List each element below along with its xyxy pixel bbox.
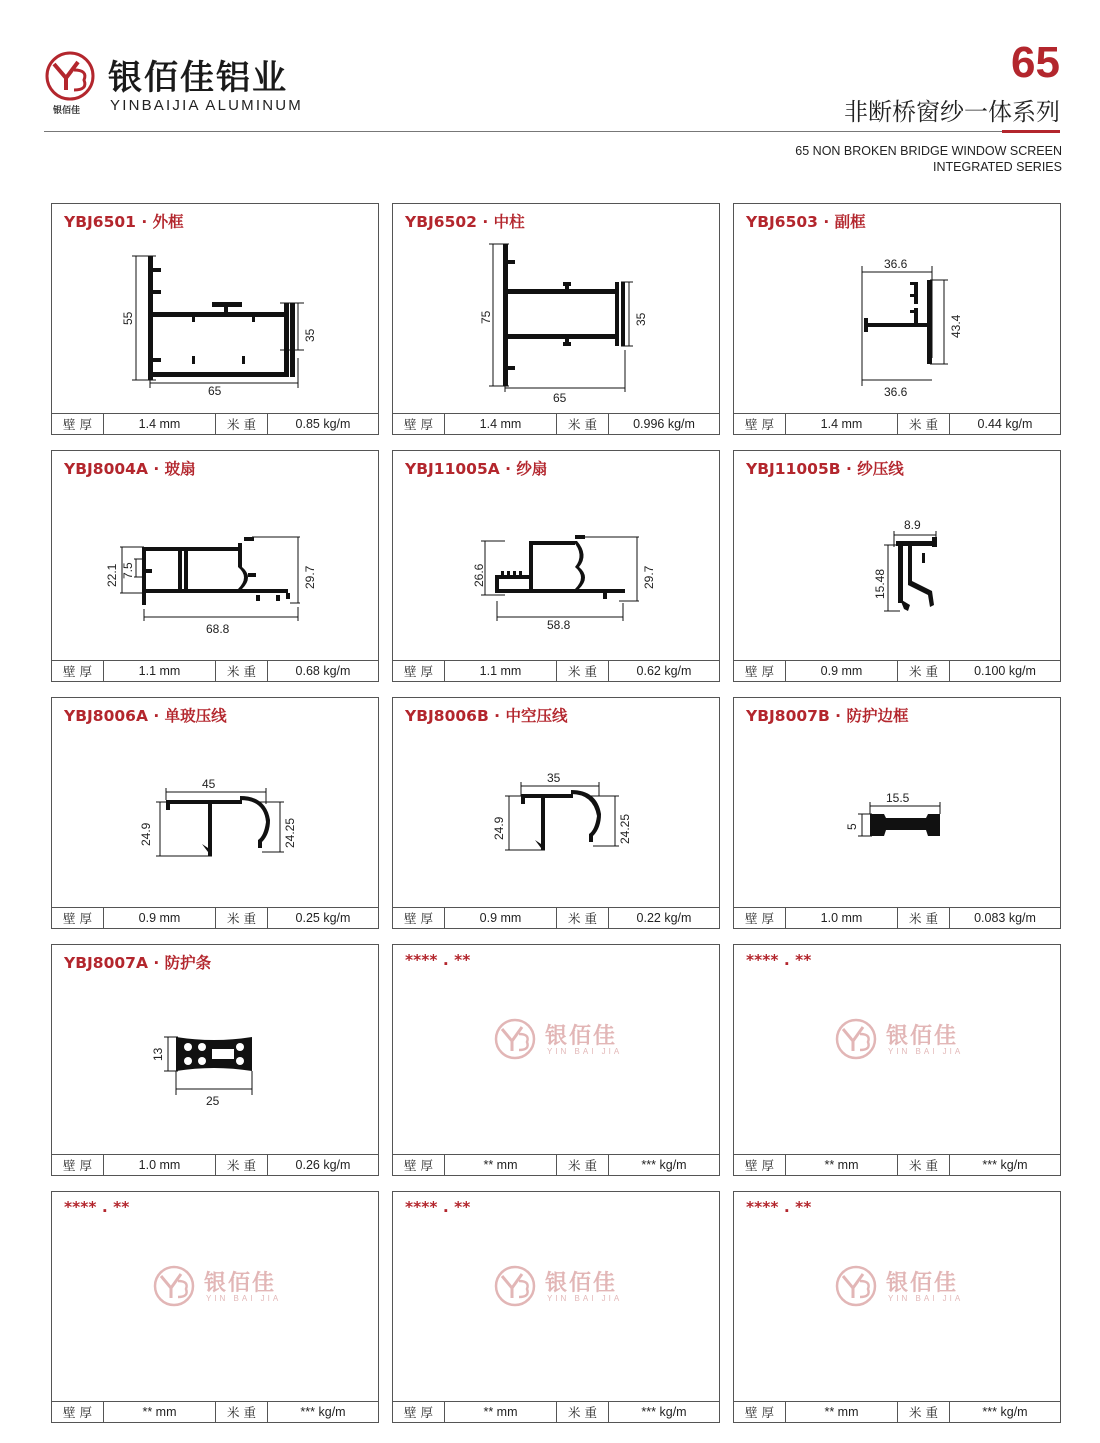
weight-value: 0.62 kg/m: [636, 664, 692, 678]
thickness-value: ** mm: [445, 1155, 557, 1175]
dim-height: 24.9: [492, 816, 506, 840]
thickness-label: 壁 厚: [52, 1155, 104, 1175]
weight-label: 米 重: [216, 1155, 268, 1175]
profile-title: **** . **: [746, 1198, 812, 1216]
thickness-value: 1.4 mm: [786, 414, 898, 434]
thickness-value: ** mm: [445, 1402, 557, 1422]
weight-value: 0.26 kg/m: [295, 1158, 351, 1172]
weight-value: 0.083 kg/m: [974, 911, 1036, 925]
weight-value: 0.996 kg/m: [633, 417, 695, 431]
weight-value: *** kg/m: [641, 1158, 687, 1172]
profile-card: [733, 450, 1061, 682]
thickness-value: 1.4 mm: [104, 414, 216, 434]
profile-card: [392, 450, 720, 682]
dim-width-bottom: 36.6: [884, 385, 908, 399]
thickness-label: 壁 厚: [734, 1402, 786, 1422]
profile-card: [51, 450, 379, 682]
dim-width: 68.8: [206, 622, 230, 636]
profile-title: YBJ8006B · 中空压线: [405, 707, 568, 725]
dim-height: 24.9: [139, 822, 153, 846]
watermark-en: YIN BAI JIA: [547, 1047, 623, 1056]
spec-row: [52, 413, 378, 434]
profile-title: YBJ6502 · 中柱: [405, 213, 525, 231]
profile-title: **** . **: [746, 951, 812, 969]
weight-value: 0.68 kg/m: [295, 664, 351, 678]
spec-row: [734, 1154, 1060, 1175]
placeholder-card: [733, 1191, 1061, 1423]
spec-row: [393, 1401, 719, 1422]
watermark: [493, 1017, 633, 1061]
watermark-cn: 银佰佳: [545, 1271, 618, 1296]
weight-label: 米 重: [216, 908, 268, 928]
weight-label: 米 重: [216, 414, 268, 434]
dim-width: 58.8: [547, 618, 571, 632]
profile-drawing: [734, 477, 1060, 659]
profile-card: [392, 203, 720, 435]
weight-value: 0.25 kg/m: [295, 911, 351, 925]
profile-card: [51, 203, 379, 435]
dim-height-2: 35: [634, 312, 648, 326]
profile-title: **** . **: [64, 1198, 130, 1216]
weight-value: *** kg/m: [641, 1405, 687, 1419]
weight-label: 米 重: [557, 414, 609, 434]
watermark-cn: 银佰佳: [886, 1271, 959, 1296]
weight-label: 米 重: [557, 908, 609, 928]
weight-value: 0.85 kg/m: [295, 417, 351, 431]
dim-width: 8.9: [904, 518, 921, 532]
dim-height: 13: [151, 1047, 165, 1061]
weight-label: 米 重: [898, 1155, 950, 1175]
weight-label: 米 重: [898, 908, 950, 928]
brand-logo: [44, 48, 314, 118]
watermark-cn: 银佰佳: [204, 1271, 277, 1296]
thickness-label: 壁 厚: [52, 661, 104, 681]
dim-width: 65: [553, 391, 567, 405]
thickness-value: ** mm: [104, 1402, 216, 1422]
thickness-label: 壁 厚: [393, 1155, 445, 1175]
thickness-value: 0.9 mm: [104, 908, 216, 928]
placeholder-card: [733, 944, 1061, 1176]
dim-height: 5: [845, 823, 859, 830]
page-number: 65: [1011, 38, 1060, 87]
thickness-value: 1.0 mm: [786, 908, 898, 928]
thickness-label: 壁 厚: [393, 661, 445, 681]
thickness-value: 1.1 mm: [104, 661, 216, 681]
watermark-cn: 银佰佳: [886, 1024, 959, 1049]
thickness-label: 壁 厚: [734, 908, 786, 928]
dim-height: 15.48: [873, 568, 887, 599]
weight-label: 米 重: [898, 1402, 950, 1422]
profile-title: YBJ8006A · 单玻压线: [64, 707, 227, 725]
thickness-value: ** mm: [786, 1155, 898, 1175]
dim-height: 26.6: [472, 563, 486, 587]
dim-width: 25: [206, 1094, 220, 1108]
dim-width: 65: [208, 384, 222, 398]
dim-height-2: 29.7: [642, 565, 656, 589]
thickness-label: 壁 厚: [393, 414, 445, 434]
series-title-en-line1: 65 NON BROKEN BRIDGE WINDOW SCREEN: [795, 144, 1062, 158]
weight-label: 米 重: [898, 414, 950, 434]
watermark: [152, 1264, 292, 1308]
profile-card: [51, 944, 379, 1176]
spec-row: [734, 413, 1060, 434]
weight-label: 米 重: [557, 661, 609, 681]
profile-card: [392, 697, 720, 929]
header-accent-line: [1002, 130, 1060, 133]
ybj-logo-icon: [834, 1264, 878, 1308]
profile-title: YBJ8007B · 防护边框: [746, 707, 909, 725]
ybj-logo-icon: [152, 1264, 196, 1308]
watermark-cn: 银佰佳: [545, 1024, 618, 1049]
watermark: [493, 1264, 633, 1308]
profile-title: YBJ6503 · 副框: [746, 213, 866, 231]
weight-label: 米 重: [557, 1402, 609, 1422]
watermark: [834, 1017, 974, 1061]
profile-drawing: [734, 724, 1060, 906]
spec-row: [734, 1401, 1060, 1422]
weight-label: 米 重: [216, 661, 268, 681]
ybj-logo-icon: [834, 1017, 878, 1061]
profile-card: [733, 203, 1061, 435]
profile-title: YBJ6501 · 外框: [64, 213, 184, 231]
thickness-label: 壁 厚: [52, 1402, 104, 1422]
spec-row: [393, 907, 719, 928]
placeholder-card: [392, 944, 720, 1176]
watermark: [834, 1264, 974, 1308]
thickness-value: 0.9 mm: [445, 908, 557, 928]
logo-small-text: 银佰佳: [53, 106, 81, 116]
watermark-en: YIN BAI JIA: [547, 1294, 623, 1303]
dim-height: 43.4: [949, 314, 963, 338]
profile-title: YBJ8004A · 玻扇: [64, 460, 196, 478]
profile-title: YBJ11005A · 纱扇: [405, 460, 548, 478]
dim-height-2: 24.25: [283, 817, 297, 848]
dim-height-2: 35: [303, 328, 317, 342]
thickness-label: 壁 厚: [734, 661, 786, 681]
dim-height-2: 24.25: [618, 813, 632, 844]
thickness-value: 1.0 mm: [104, 1155, 216, 1175]
profile-title: **** . **: [405, 1198, 471, 1216]
weight-value: *** kg/m: [982, 1158, 1028, 1172]
spec-row: [52, 660, 378, 681]
watermark-en: YIN BAI JIA: [206, 1294, 282, 1303]
dim-height-inner: 7.5: [121, 562, 135, 579]
profile-drawing: [52, 477, 378, 659]
dim-width: 15.5: [886, 791, 910, 805]
spec-row: [734, 660, 1060, 681]
ybj-logo-icon: [493, 1264, 537, 1308]
thickness-label: 壁 厚: [734, 414, 786, 434]
thickness-value: ** mm: [786, 1402, 898, 1422]
profile-drawing: [393, 724, 719, 906]
thickness-label: 壁 厚: [393, 908, 445, 928]
spec-row: [52, 907, 378, 928]
weight-value: 0.100 kg/m: [974, 664, 1036, 678]
dim-width: 45: [202, 777, 216, 791]
dim-height: 75: [479, 310, 493, 324]
placeholder-card: [392, 1191, 720, 1423]
header-divider: [44, 131, 1060, 132]
dim-height: 55: [121, 311, 135, 325]
profile-card: [51, 697, 379, 929]
weight-value: 0.44 kg/m: [977, 417, 1033, 431]
thickness-value: 0.9 mm: [786, 661, 898, 681]
spec-row: [734, 907, 1060, 928]
profile-title: YBJ11005B · 纱压线: [746, 460, 904, 478]
thickness-label: 壁 厚: [734, 1155, 786, 1175]
profile-title: **** . **: [405, 951, 471, 969]
profile-drawing: [393, 477, 719, 659]
profile-card: [733, 697, 1061, 929]
watermark-en: YIN BAI JIA: [888, 1047, 964, 1056]
series-title-cn: 非断桥窗纱一体系列: [844, 98, 1060, 126]
dim-height-2: 29.7: [303, 565, 317, 589]
thickness-label: 壁 厚: [52, 414, 104, 434]
brand-name-en: YINBAIJIA ALUMINUM: [110, 97, 303, 114]
ybj-logo-icon: [493, 1017, 537, 1061]
weight-label: 米 重: [216, 1402, 268, 1422]
spec-row: [393, 660, 719, 681]
thickness-label: 壁 厚: [393, 1402, 445, 1422]
spec-row: [393, 413, 719, 434]
thickness-value: 1.1 mm: [445, 661, 557, 681]
weight-value: 0.22 kg/m: [636, 911, 692, 925]
weight-label: 米 重: [557, 1155, 609, 1175]
brand-name-cn: 银佰佳铝业: [108, 58, 288, 98]
watermark-en: YIN BAI JIA: [888, 1294, 964, 1303]
weight-value: *** kg/m: [300, 1405, 346, 1419]
thickness-label: 壁 厚: [52, 908, 104, 928]
spec-row: [393, 1154, 719, 1175]
series-title-en: [795, 143, 1062, 175]
thickness-value: 1.4 mm: [445, 414, 557, 434]
page-header: [0, 0, 1100, 190]
series-title-en-line2: INTEGRATED SERIES: [933, 160, 1062, 174]
profile-drawing: [393, 230, 719, 412]
weight-label: 米 重: [898, 661, 950, 681]
ybj-logo-icon: [44, 50, 96, 102]
weight-value: *** kg/m: [982, 1405, 1028, 1419]
dim-width: 35: [547, 771, 561, 785]
dim-height: 22.1: [105, 563, 119, 587]
profile-drawing: [52, 724, 378, 906]
spec-row: [52, 1401, 378, 1422]
profile-drawing: [734, 230, 1060, 412]
profile-drawing: [52, 230, 378, 412]
spec-row: [52, 1154, 378, 1175]
placeholder-card: [51, 1191, 379, 1423]
dim-width-top: 36.6: [884, 257, 908, 271]
profile-title: YBJ8007A · 防护条: [64, 954, 212, 972]
profile-drawing: [52, 971, 378, 1153]
